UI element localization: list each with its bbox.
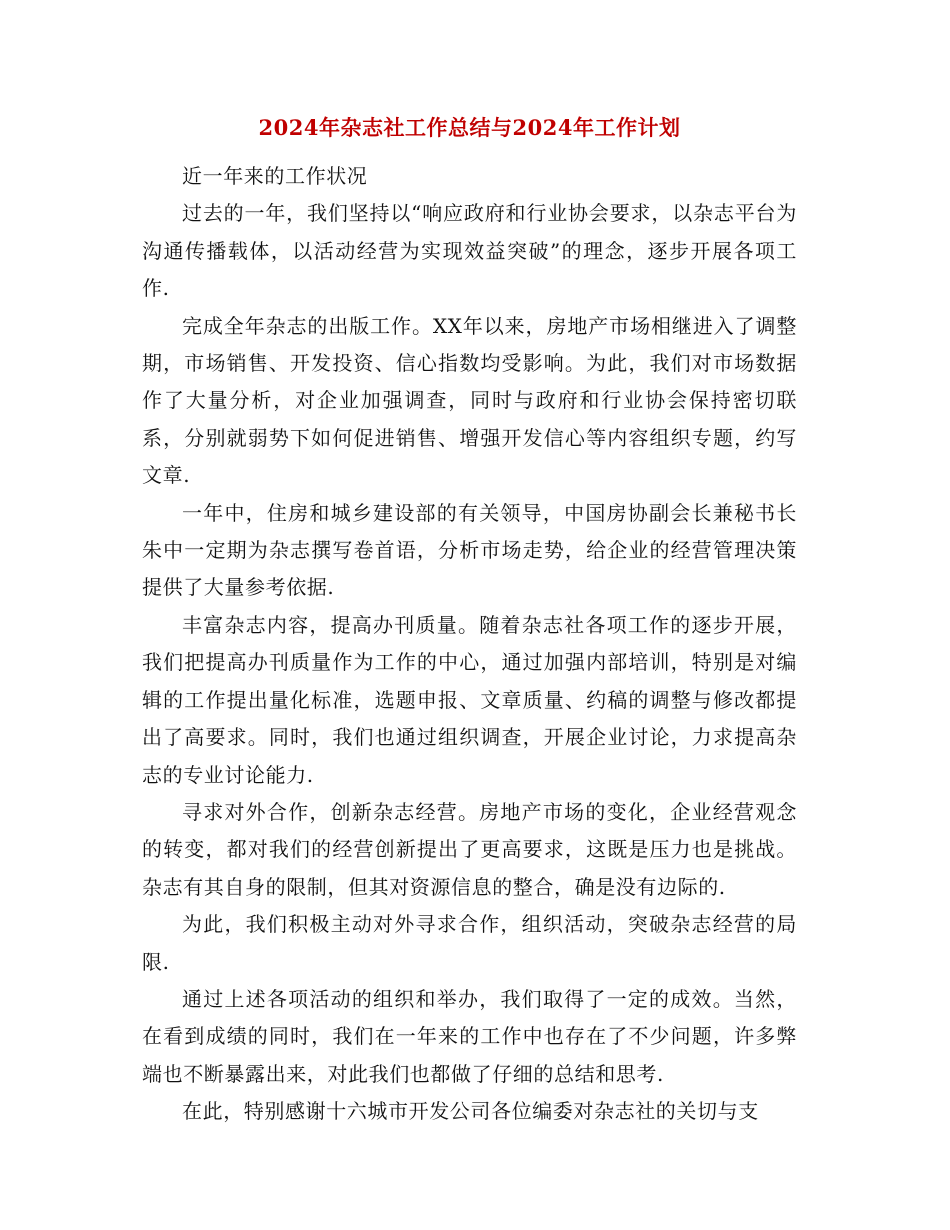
paragraph-section-heading: 近一年来的工作状况	[182, 164, 368, 188]
paragraph-results: 通过上述各项活动的组织和举办，我们取得了一定的成效。当然，在看到成绩的同时，我们在一年来的工作中也存在了不少问题，许多弊端也不断暴露出来，对此我们也都做了仔细的总结和思考.	[142, 986, 797, 1086]
paragraph-cooperation: 寻求对外合作，创新杂志经营。房地产市场的变化，企业经营观念的转变，都对我们的经营创新提出了更高要求，这既是压力也是挑战。杂志有其自身的限制，但其对资源信息的整合，确是没有边际的.	[142, 799, 797, 899]
paragraph-thanks: 在此，特别感谢十六城市开发公司各位编委对杂志社的关切与支	[182, 1099, 759, 1124]
paragraph-initiative: 为此，我们积极主动对外寻求合作，组织活动，突破杂志经营的局限.	[142, 912, 797, 974]
paragraph-leadership: 一年中，住房和城乡建设部的有关领导，中国房协副会长兼秘书长朱中一定期为杂志撰写卷首语，分析市场走势，给企业的经营管理决策提供了大量参考依据.	[142, 500, 797, 600]
document-title: 2024年杂志社工作总结与2024年工作计划	[258, 115, 681, 140]
paragraph-content-quality: 丰富杂志内容，提高办刊质量。随着杂志社各项工作的逐步开展，我们把提高办刊质量作为工作的中心，通过加强内部培训，特别是对编辑的工作提出量化标准，选题申报、文章质量、约稿的调整与修改都提出了高要求。同时，我们也通过组织调查，开展企业讨论，力求提高杂志的专业讨论能力.	[142, 612, 797, 787]
document-page	[142, 110, 797, 1131]
paragraph-intro: 过去的一年，我们坚持以“响应政府和行业协会要求，以杂志平台为沟通传播载体，以活动经营为实现效益突破”的理念，逐步开展各项工作.	[142, 201, 797, 301]
paragraph-publishing: 完成全年杂志的出版工作。XX年以来，房地产市场相继进入了调整期，市场销售、开发投资、信心指数均受影响。为此，我们对市场数据作了大量分析，对企业加强调查，同时与政府和行业协会保持密切联系，分别就弱势下如何促进销售、增强开发信心等内容组织专题，约写文章.	[142, 313, 797, 488]
